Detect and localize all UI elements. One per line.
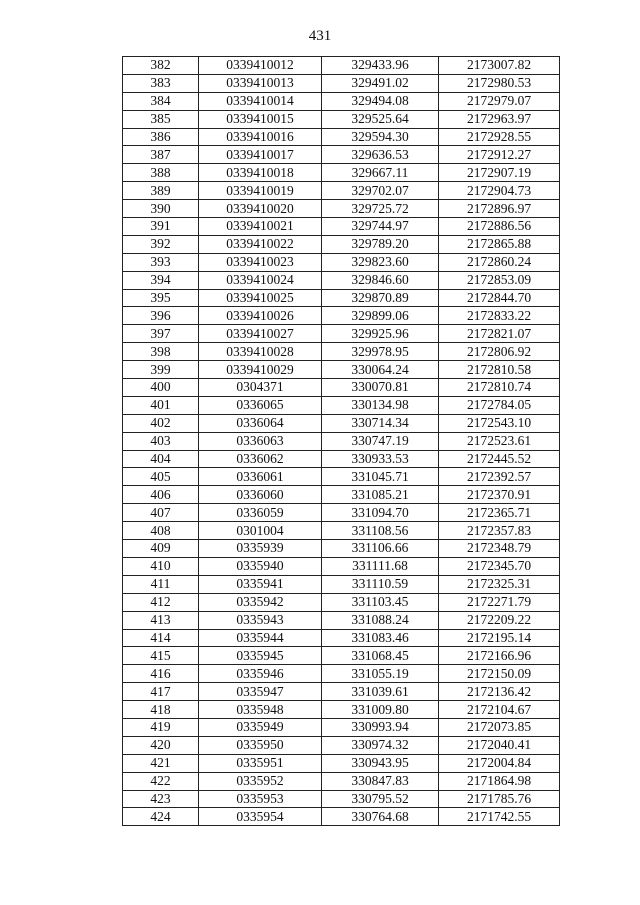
row-number-cell: 393 xyxy=(123,253,199,271)
table-row xyxy=(123,164,560,182)
point-code-cell: 0339410028 xyxy=(199,343,322,361)
x-coordinate-cell: 330847.83 xyxy=(322,772,439,790)
point-code-cell: 0335949 xyxy=(199,718,322,736)
table-row xyxy=(123,271,560,289)
x-coordinate-cell: 329667.11 xyxy=(322,164,439,182)
x-coordinate-cell: 330795.52 xyxy=(322,790,439,808)
x-coordinate-cell: 329978.95 xyxy=(322,343,439,361)
y-coordinate-cell: 2172928.55 xyxy=(439,128,560,146)
y-coordinate-cell: 2172271.79 xyxy=(439,593,560,611)
row-number-cell: 402 xyxy=(123,414,199,432)
row-number-cell: 415 xyxy=(123,647,199,665)
row-number-cell: 423 xyxy=(123,790,199,808)
y-coordinate-cell: 2172073.85 xyxy=(439,718,560,736)
row-number-cell: 422 xyxy=(123,772,199,790)
point-code-cell: 0335951 xyxy=(199,754,322,772)
table-row xyxy=(123,74,560,92)
x-coordinate-cell: 331106.66 xyxy=(322,540,439,558)
point-code-cell: 0339410029 xyxy=(199,361,322,379)
table-row xyxy=(123,57,560,75)
row-number-cell: 396 xyxy=(123,307,199,325)
point-code-cell: 0339410012 xyxy=(199,57,322,75)
row-number-cell: 400 xyxy=(123,379,199,397)
y-coordinate-cell: 2171864.98 xyxy=(439,772,560,790)
y-coordinate-cell: 2172980.53 xyxy=(439,74,560,92)
x-coordinate-cell: 330714.34 xyxy=(322,414,439,432)
row-number-cell: 399 xyxy=(123,361,199,379)
x-coordinate-cell: 330943.95 xyxy=(322,754,439,772)
table-row xyxy=(123,754,560,772)
y-coordinate-cell: 2172150.09 xyxy=(439,665,560,683)
x-coordinate-cell: 331068.45 xyxy=(322,647,439,665)
x-coordinate-cell: 329725.72 xyxy=(322,200,439,218)
x-coordinate-cell: 331083.46 xyxy=(322,629,439,647)
table-row xyxy=(123,772,560,790)
point-code-cell: 0336060 xyxy=(199,486,322,504)
y-coordinate-cell: 2171742.55 xyxy=(439,808,560,826)
table-row xyxy=(123,307,560,325)
point-code-cell: 0335943 xyxy=(199,611,322,629)
row-number-cell: 389 xyxy=(123,182,199,200)
x-coordinate-cell: 331009.80 xyxy=(322,701,439,719)
y-coordinate-cell: 2172844.70 xyxy=(439,289,560,307)
y-coordinate-cell: 2172853.09 xyxy=(439,271,560,289)
row-number-cell: 420 xyxy=(123,736,199,754)
y-coordinate-cell: 2172104.67 xyxy=(439,701,560,719)
row-number-cell: 407 xyxy=(123,504,199,522)
table-row xyxy=(123,665,560,683)
point-code-cell: 0339410020 xyxy=(199,200,322,218)
point-code-cell: 0336065 xyxy=(199,396,322,414)
point-code-cell: 0335946 xyxy=(199,665,322,683)
x-coordinate-cell: 330974.32 xyxy=(322,736,439,754)
y-coordinate-cell: 2172979.07 xyxy=(439,92,560,110)
point-code-cell: 0336063 xyxy=(199,432,322,450)
point-code-cell: 0339410027 xyxy=(199,325,322,343)
row-number-cell: 386 xyxy=(123,128,199,146)
point-code-cell: 0336062 xyxy=(199,450,322,468)
y-coordinate-cell: 2173007.82 xyxy=(439,57,560,75)
table-row xyxy=(123,289,560,307)
point-code-cell: 0339410013 xyxy=(199,74,322,92)
row-number-cell: 416 xyxy=(123,665,199,683)
y-coordinate-cell: 2172912.27 xyxy=(439,146,560,164)
y-coordinate-cell: 2172040.41 xyxy=(439,736,560,754)
table-row xyxy=(123,325,560,343)
point-code-cell: 0335939 xyxy=(199,540,322,558)
point-code-cell: 0335950 xyxy=(199,736,322,754)
row-number-cell: 387 xyxy=(123,146,199,164)
table-row xyxy=(123,396,560,414)
x-coordinate-cell: 329870.89 xyxy=(322,289,439,307)
x-coordinate-cell: 329823.60 xyxy=(322,253,439,271)
table-row xyxy=(123,218,560,236)
row-number-cell: 419 xyxy=(123,718,199,736)
point-code-cell: 0339410014 xyxy=(199,92,322,110)
page-number: 431 xyxy=(308,28,332,44)
x-coordinate-cell: 331108.56 xyxy=(322,522,439,540)
x-coordinate-cell: 329702.07 xyxy=(322,182,439,200)
x-coordinate-cell: 329594.30 xyxy=(322,128,439,146)
point-code-cell: 0339410015 xyxy=(199,110,322,128)
y-coordinate-cell: 2172195.14 xyxy=(439,629,560,647)
y-coordinate-cell: 2172886.56 xyxy=(439,218,560,236)
y-coordinate-cell: 2172209.22 xyxy=(439,611,560,629)
table-row xyxy=(123,253,560,271)
coordinates-table xyxy=(122,56,560,826)
table-row xyxy=(123,647,560,665)
y-coordinate-cell: 2172896.97 xyxy=(439,200,560,218)
row-number-cell: 418 xyxy=(123,701,199,719)
table-row xyxy=(123,718,560,736)
point-code-cell: 0301004 xyxy=(199,522,322,540)
point-code-cell: 0339410023 xyxy=(199,253,322,271)
point-code-cell: 0335942 xyxy=(199,593,322,611)
x-coordinate-cell: 331088.24 xyxy=(322,611,439,629)
table-row xyxy=(123,146,560,164)
row-number-cell: 421 xyxy=(123,754,199,772)
x-coordinate-cell: 331045.71 xyxy=(322,468,439,486)
x-coordinate-cell: 331110.59 xyxy=(322,575,439,593)
x-coordinate-cell: 330933.53 xyxy=(322,450,439,468)
x-coordinate-cell: 331039.61 xyxy=(322,683,439,701)
table-row xyxy=(123,808,560,826)
y-coordinate-cell: 2172865.88 xyxy=(439,235,560,253)
point-code-cell: 0304371 xyxy=(199,379,322,397)
table-row xyxy=(123,450,560,468)
point-code-cell: 0335945 xyxy=(199,647,322,665)
point-code-cell: 0335948 xyxy=(199,701,322,719)
row-number-cell: 394 xyxy=(123,271,199,289)
x-coordinate-cell: 330064.24 xyxy=(322,361,439,379)
x-coordinate-cell: 330070.81 xyxy=(322,379,439,397)
table-row xyxy=(123,200,560,218)
y-coordinate-cell: 2171785.76 xyxy=(439,790,560,808)
point-code-cell: 0339410016 xyxy=(199,128,322,146)
y-coordinate-cell: 2172004.84 xyxy=(439,754,560,772)
table-row xyxy=(123,736,560,754)
row-number-cell: 405 xyxy=(123,468,199,486)
table-row xyxy=(123,522,560,540)
table-row xyxy=(123,557,560,575)
x-coordinate-cell: 329491.02 xyxy=(322,74,439,92)
table-row xyxy=(123,128,560,146)
row-number-cell: 392 xyxy=(123,235,199,253)
x-coordinate-cell: 329636.53 xyxy=(322,146,439,164)
y-coordinate-cell: 2172806.92 xyxy=(439,343,560,361)
row-number-cell: 385 xyxy=(123,110,199,128)
point-code-cell: 0339410017 xyxy=(199,146,322,164)
row-number-cell: 414 xyxy=(123,629,199,647)
table-row xyxy=(123,540,560,558)
x-coordinate-cell: 330134.98 xyxy=(322,396,439,414)
x-coordinate-cell: 331094.70 xyxy=(322,504,439,522)
point-code-cell: 0339410024 xyxy=(199,271,322,289)
x-coordinate-cell: 330993.94 xyxy=(322,718,439,736)
y-coordinate-cell: 2172357.83 xyxy=(439,522,560,540)
row-number-cell: 401 xyxy=(123,396,199,414)
table-row xyxy=(123,611,560,629)
point-code-cell: 0336064 xyxy=(199,414,322,432)
row-number-cell: 403 xyxy=(123,432,199,450)
y-coordinate-cell: 2172810.74 xyxy=(439,379,560,397)
x-coordinate-cell: 329525.64 xyxy=(322,110,439,128)
table-row xyxy=(123,379,560,397)
table-row xyxy=(123,504,560,522)
y-coordinate-cell: 2172365.71 xyxy=(439,504,560,522)
x-coordinate-cell: 331085.21 xyxy=(322,486,439,504)
y-coordinate-cell: 2172136.42 xyxy=(439,683,560,701)
x-coordinate-cell: 329925.96 xyxy=(322,325,439,343)
table-row xyxy=(123,110,560,128)
point-code-cell: 0339410019 xyxy=(199,182,322,200)
x-coordinate-cell: 331055.19 xyxy=(322,665,439,683)
point-code-cell: 0335947 xyxy=(199,683,322,701)
x-coordinate-cell: 329433.96 xyxy=(322,57,439,75)
y-coordinate-cell: 2172523.61 xyxy=(439,432,560,450)
table-row xyxy=(123,593,560,611)
table-row xyxy=(123,414,560,432)
point-code-cell: 0339410026 xyxy=(199,307,322,325)
y-coordinate-cell: 2172445.52 xyxy=(439,450,560,468)
row-number-cell: 417 xyxy=(123,683,199,701)
row-number-cell: 388 xyxy=(123,164,199,182)
y-coordinate-cell: 2172325.31 xyxy=(439,575,560,593)
row-number-cell: 408 xyxy=(123,522,199,540)
row-number-cell: 409 xyxy=(123,540,199,558)
table-row xyxy=(123,92,560,110)
row-number-cell: 395 xyxy=(123,289,199,307)
y-coordinate-cell: 2172348.79 xyxy=(439,540,560,558)
x-coordinate-cell: 331111.68 xyxy=(322,557,439,575)
table-row xyxy=(123,432,560,450)
table-row xyxy=(123,575,560,593)
table-row xyxy=(123,790,560,808)
row-number-cell: 397 xyxy=(123,325,199,343)
point-code-cell: 0336061 xyxy=(199,468,322,486)
y-coordinate-cell: 2172821.07 xyxy=(439,325,560,343)
table-row xyxy=(123,468,560,486)
y-coordinate-cell: 2172810.58 xyxy=(439,361,560,379)
table-row xyxy=(123,701,560,719)
y-coordinate-cell: 2172833.22 xyxy=(439,307,560,325)
x-coordinate-cell: 329899.06 xyxy=(322,307,439,325)
y-coordinate-cell: 2172784.05 xyxy=(439,396,560,414)
x-coordinate-cell: 330747.19 xyxy=(322,432,439,450)
x-coordinate-cell: 329494.08 xyxy=(322,92,439,110)
row-number-cell: 413 xyxy=(123,611,199,629)
point-code-cell: 0335954 xyxy=(199,808,322,826)
table-row xyxy=(123,683,560,701)
row-number-cell: 404 xyxy=(123,450,199,468)
row-number-cell: 384 xyxy=(123,92,199,110)
row-number-cell: 406 xyxy=(123,486,199,504)
point-code-cell: 0335940 xyxy=(199,557,322,575)
y-coordinate-cell: 2172345.70 xyxy=(439,557,560,575)
table-row xyxy=(123,486,560,504)
y-coordinate-cell: 2172392.57 xyxy=(439,468,560,486)
row-number-cell: 398 xyxy=(123,343,199,361)
point-code-cell: 0336059 xyxy=(199,504,322,522)
point-code-cell: 0335941 xyxy=(199,575,322,593)
y-coordinate-cell: 2172963.97 xyxy=(439,110,560,128)
point-code-cell: 0339410018 xyxy=(199,164,322,182)
x-coordinate-cell: 329846.60 xyxy=(322,271,439,289)
row-number-cell: 382 xyxy=(123,57,199,75)
row-number-cell: 412 xyxy=(123,593,199,611)
row-number-cell: 410 xyxy=(123,557,199,575)
table-row xyxy=(123,629,560,647)
x-coordinate-cell: 330764.68 xyxy=(322,808,439,826)
coordinates-table-body xyxy=(123,57,560,826)
y-coordinate-cell: 2172370.91 xyxy=(439,486,560,504)
y-coordinate-cell: 2172907.19 xyxy=(439,164,560,182)
row-number-cell: 383 xyxy=(123,74,199,92)
table-row xyxy=(123,235,560,253)
row-number-cell: 391 xyxy=(123,218,199,236)
point-code-cell: 0339410022 xyxy=(199,235,322,253)
table-row xyxy=(123,182,560,200)
table-row xyxy=(123,343,560,361)
row-number-cell: 411 xyxy=(123,575,199,593)
x-coordinate-cell: 329744.97 xyxy=(322,218,439,236)
point-code-cell: 0335952 xyxy=(199,772,322,790)
y-coordinate-cell: 2172860.24 xyxy=(439,253,560,271)
table-row xyxy=(123,361,560,379)
y-coordinate-cell: 2172543.10 xyxy=(439,414,560,432)
point-code-cell: 0335953 xyxy=(199,790,322,808)
y-coordinate-cell: 2172904.73 xyxy=(439,182,560,200)
y-coordinate-cell: 2172166.96 xyxy=(439,647,560,665)
row-number-cell: 424 xyxy=(123,808,199,826)
x-coordinate-cell: 331103.45 xyxy=(322,593,439,611)
point-code-cell: 0339410021 xyxy=(199,218,322,236)
point-code-cell: 0339410025 xyxy=(199,289,322,307)
point-code-cell: 0335944 xyxy=(199,629,322,647)
row-number-cell: 390 xyxy=(123,200,199,218)
x-coordinate-cell: 329789.20 xyxy=(322,235,439,253)
